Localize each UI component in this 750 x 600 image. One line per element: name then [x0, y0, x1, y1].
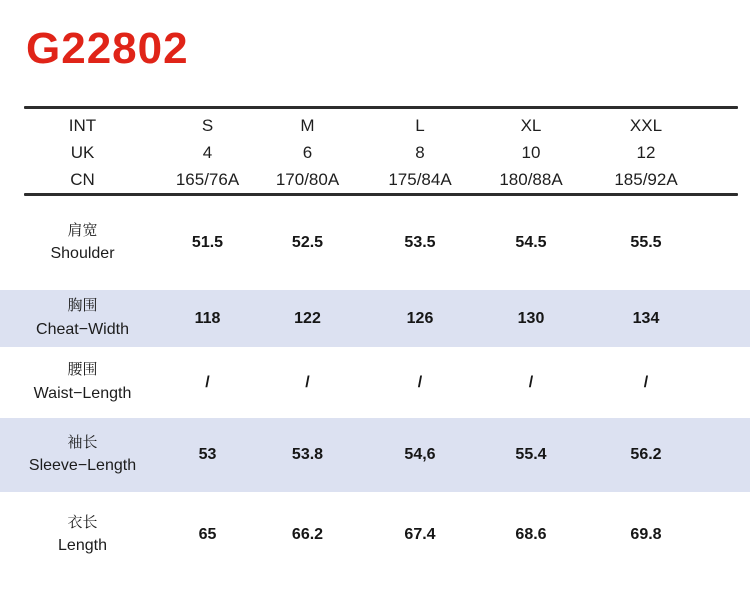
- size-value-cell: M: [300, 115, 315, 135]
- measurement-label: [0, 511, 165, 559]
- size-value-cell: 165/76A: [175, 169, 240, 189]
- measurement-value-cell: 126: [406, 309, 434, 327]
- measurement-value-cell: 65: [198, 526, 217, 543]
- size-value-cell: 185/92A: [614, 169, 678, 189]
- divider-top: [24, 106, 738, 109]
- measurement-row: [0, 492, 750, 578]
- product-code-title: G22802: [26, 24, 189, 73]
- size-value-cell: 4: [202, 142, 213, 162]
- measurement-value-cell: 130: [517, 309, 545, 327]
- size-value-cell: S: [201, 115, 214, 135]
- measurement-value-cell: 56.2: [630, 446, 662, 463]
- size-header-block: [0, 112, 750, 193]
- size-value-cell: 180/88A: [499, 169, 563, 189]
- measurement-value-cell: /: [643, 373, 649, 391]
- measurement-label: [0, 219, 165, 267]
- measurement-value-cell: /: [205, 373, 210, 391]
- size-value-cell: 175/84A: [388, 169, 452, 189]
- measurement-value-cell: 67.4: [404, 526, 436, 543]
- measurement-value-cell: 66.2: [291, 526, 324, 543]
- measurement-value-cell: 69.8: [630, 526, 662, 543]
- measurement-label-en: Cheat−Width: [36, 320, 129, 338]
- measurement-value-cell: /: [305, 373, 310, 391]
- measurement-value-cell: 52.5: [291, 234, 324, 251]
- measurement-label-cn: 肩宽: [67, 221, 98, 239]
- measurement-value-cell: 51.5: [191, 234, 224, 251]
- measurement-row: [0, 196, 750, 290]
- measurement-value-cell: 54,6: [404, 446, 436, 463]
- size-value-cell: 6: [302, 142, 313, 162]
- size-value-cell: 170/80A: [275, 169, 340, 189]
- size-value-cell: L: [415, 115, 425, 135]
- size-header-row: [0, 139, 750, 166]
- measurement-value-cell: 122: [294, 309, 321, 327]
- size-header-row: [0, 112, 750, 139]
- measurement-label-cn: 腰围: [67, 361, 98, 379]
- measurement-label: [0, 294, 165, 342]
- measurement-label: [0, 431, 165, 479]
- measurement-rows: [0, 196, 750, 578]
- size-value-cell: 10: [521, 142, 541, 162]
- size-header-row: [0, 166, 750, 193]
- header-row-label: UK: [70, 142, 95, 162]
- measurement-value-cell: 53.5: [404, 234, 436, 251]
- measurement-value-cell: 55.4: [515, 446, 547, 463]
- size-value-cell: 8: [415, 142, 425, 162]
- measurement-label-cn: 衣长: [67, 513, 98, 531]
- measurement-label-en: Waist−Length: [33, 384, 132, 402]
- header-row-label: INT: [68, 115, 97, 135]
- size-value-cell: XXL: [629, 115, 663, 135]
- measurement-value-cell: /: [417, 373, 423, 391]
- measurement-label-cn: 袖长: [67, 433, 98, 451]
- measurement-row: [0, 290, 750, 347]
- measurement-label-en: Sleeve−Length: [28, 457, 137, 475]
- measurement-value-cell: /: [528, 373, 534, 391]
- measurement-value-cell: 118: [194, 309, 221, 327]
- measurement-value-cell: 53: [198, 446, 217, 463]
- measurement-value-cell: 134: [632, 309, 660, 327]
- measurement-value-cell: 55.5: [630, 234, 662, 251]
- measurement-row: [0, 347, 750, 418]
- size-value-cell: XL: [520, 115, 542, 135]
- measurement-label: [0, 358, 165, 406]
- measurement-label-en: Shoulder: [50, 245, 115, 263]
- size-value-cell: 12: [636, 142, 656, 162]
- header-row-label: CN: [70, 169, 95, 189]
- measurement-value-cell: 54.5: [515, 234, 547, 251]
- measurement-row: [0, 418, 750, 492]
- measurement-label-cn: 胸围: [67, 297, 98, 315]
- measurement-value-cell: 68.6: [515, 526, 547, 543]
- measurement-value-cell: 53.8: [291, 446, 324, 463]
- measurement-label-en: Length: [58, 537, 107, 555]
